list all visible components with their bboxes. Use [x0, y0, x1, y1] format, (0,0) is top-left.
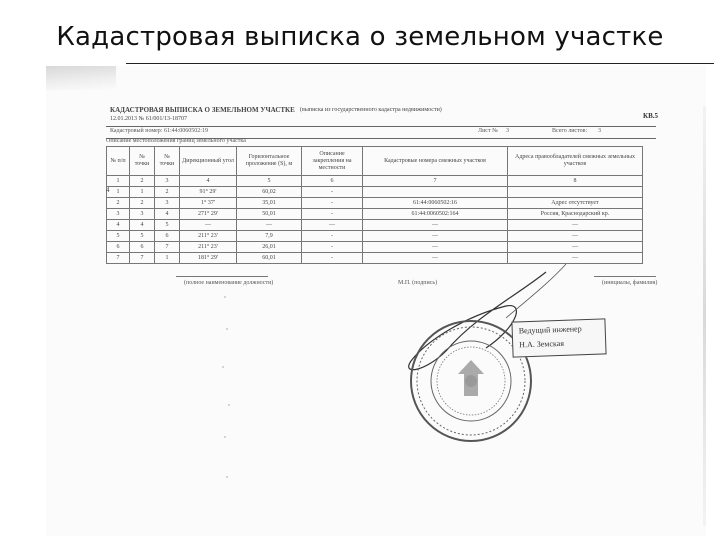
- table-cell: —: [508, 253, 643, 264]
- col-number: 6: [302, 176, 363, 187]
- col-header: Описание закрепления на местности: [302, 147, 363, 176]
- table-cell: 3: [130, 209, 155, 220]
- total-sheets-label: Всего листов:: [552, 128, 588, 134]
- table-cell: 5: [107, 231, 130, 242]
- table-cell: -: [302, 253, 363, 264]
- table-cell: Адрес отсутствует: [508, 198, 643, 209]
- table-cell: 1: [107, 187, 130, 198]
- table-cell: 3: [155, 198, 180, 209]
- table-cell: 50,01: [237, 209, 302, 220]
- document-header-title: КАДАСТРОВАЯ ВЫПИСКА О ЗЕМЕЛЬНОМ УЧАСТКЕ: [110, 106, 295, 114]
- table-cell: —: [180, 220, 237, 231]
- table-cell: 3: [107, 209, 130, 220]
- table-cell: 7,9: [237, 231, 302, 242]
- table-cell: -: [302, 198, 363, 209]
- table-cell: 26,01: [237, 242, 302, 253]
- sheet-number-label: Лист №: [478, 128, 498, 134]
- signature-stamp: [511, 318, 606, 357]
- table-cell: 2: [155, 187, 180, 198]
- table-cell: 211° 23': [180, 231, 237, 242]
- table-cell: 6: [130, 242, 155, 253]
- table-cell: 4: [155, 209, 180, 220]
- table-cell: 91° 29': [180, 187, 237, 198]
- col-number: 1: [107, 176, 130, 187]
- table-cell: -: [302, 231, 363, 242]
- signature-middle-label: М.П. (подпись): [398, 280, 438, 286]
- col-header: Дирекционный угол: [180, 147, 237, 176]
- table-cell: -: [302, 242, 363, 253]
- table-cell: 2: [107, 198, 130, 209]
- table-cell: 7: [107, 253, 130, 264]
- table-cell: 211° 23': [180, 242, 237, 253]
- col-header: № п/п: [107, 147, 130, 176]
- table-cell: 181° 29': [180, 253, 237, 264]
- col-number: 8: [508, 176, 643, 187]
- title-underline: [126, 63, 714, 64]
- table-cell: —: [363, 242, 508, 253]
- signature-left-label: (полное наименование должности): [184, 280, 274, 286]
- table-cell: 5: [155, 220, 180, 231]
- scanned-document: [46, 66, 706, 536]
- table-cell: —: [237, 220, 302, 231]
- table-cell: —: [363, 253, 508, 264]
- col-header: Адреса правообладателей смежных земельных участков: [508, 147, 643, 176]
- stamp-line-name: Н.А. Земская: [519, 338, 565, 350]
- col-number: 5: [237, 176, 302, 187]
- slide-title: Кадастровая выписка о земельном участке: [56, 22, 664, 52]
- table-cell: 1: [130, 187, 155, 198]
- table-cell: 35,01: [237, 198, 302, 209]
- table-cell: 5: [130, 231, 155, 242]
- cadastral-number: Кадастровый номер: 61:44:0060502:19: [110, 128, 208, 134]
- col-header: Кадастровые номера смежных участков: [363, 147, 508, 176]
- table-cell: -: [302, 209, 363, 220]
- col-number: 4: [180, 176, 237, 187]
- table-cell: -: [302, 187, 363, 198]
- table-cell: 4: [130, 220, 155, 231]
- table-cell: 1: [155, 253, 180, 264]
- document-date-line: 12.01.2013 № 61/001/13-18707: [110, 116, 188, 122]
- col-header: № точки: [130, 147, 155, 176]
- form-code: КВ.5: [643, 112, 658, 120]
- signature-right-label: (инициалы, фамилия): [602, 280, 658, 286]
- document-header-subtitle: (выписка из государственного кадастра недвижимости): [300, 107, 442, 113]
- table-cell: 6: [107, 242, 130, 253]
- table-cell: 2: [130, 198, 155, 209]
- table-cell: —: [302, 220, 363, 231]
- stamp-line-position: Ведущий инженер: [518, 324, 582, 336]
- table-cell: 4: [107, 220, 130, 231]
- total-sheets-value: 3: [598, 128, 601, 134]
- sheet-number-value: 3: [506, 128, 509, 134]
- table-cell: 1° 37': [180, 198, 237, 209]
- table-cell: —: [363, 220, 508, 231]
- table-cell: —: [508, 242, 643, 253]
- table-cell: —: [363, 231, 508, 242]
- col-number: 2: [130, 176, 155, 187]
- table-cell: 6: [155, 231, 180, 242]
- table-cell: 271° 29': [180, 209, 237, 220]
- col-number: 7: [363, 176, 508, 187]
- col-header: Горизонтальное проложение (S), м: [237, 147, 302, 176]
- table-cell: 61:44:0060502:164: [363, 209, 508, 220]
- table-cell: 60,01: [237, 253, 302, 264]
- section-label: Описание местоположения границ земельного участка: [106, 138, 246, 144]
- table-cell: 7: [130, 253, 155, 264]
- table-cell: Россия, Краснодарский кр.: [508, 209, 643, 220]
- col-header: № точки: [155, 147, 180, 176]
- table-cell: —: [508, 220, 643, 231]
- table-cell: 60,02: [237, 187, 302, 198]
- table-cell: 61:44:0060502:16: [363, 198, 508, 209]
- col-number: 3: [155, 176, 180, 187]
- side-marker: 4: [106, 186, 110, 194]
- table-cell: 7: [155, 242, 180, 253]
- signature-scribble: [46, 66, 706, 536]
- table-cell: —: [508, 231, 643, 242]
